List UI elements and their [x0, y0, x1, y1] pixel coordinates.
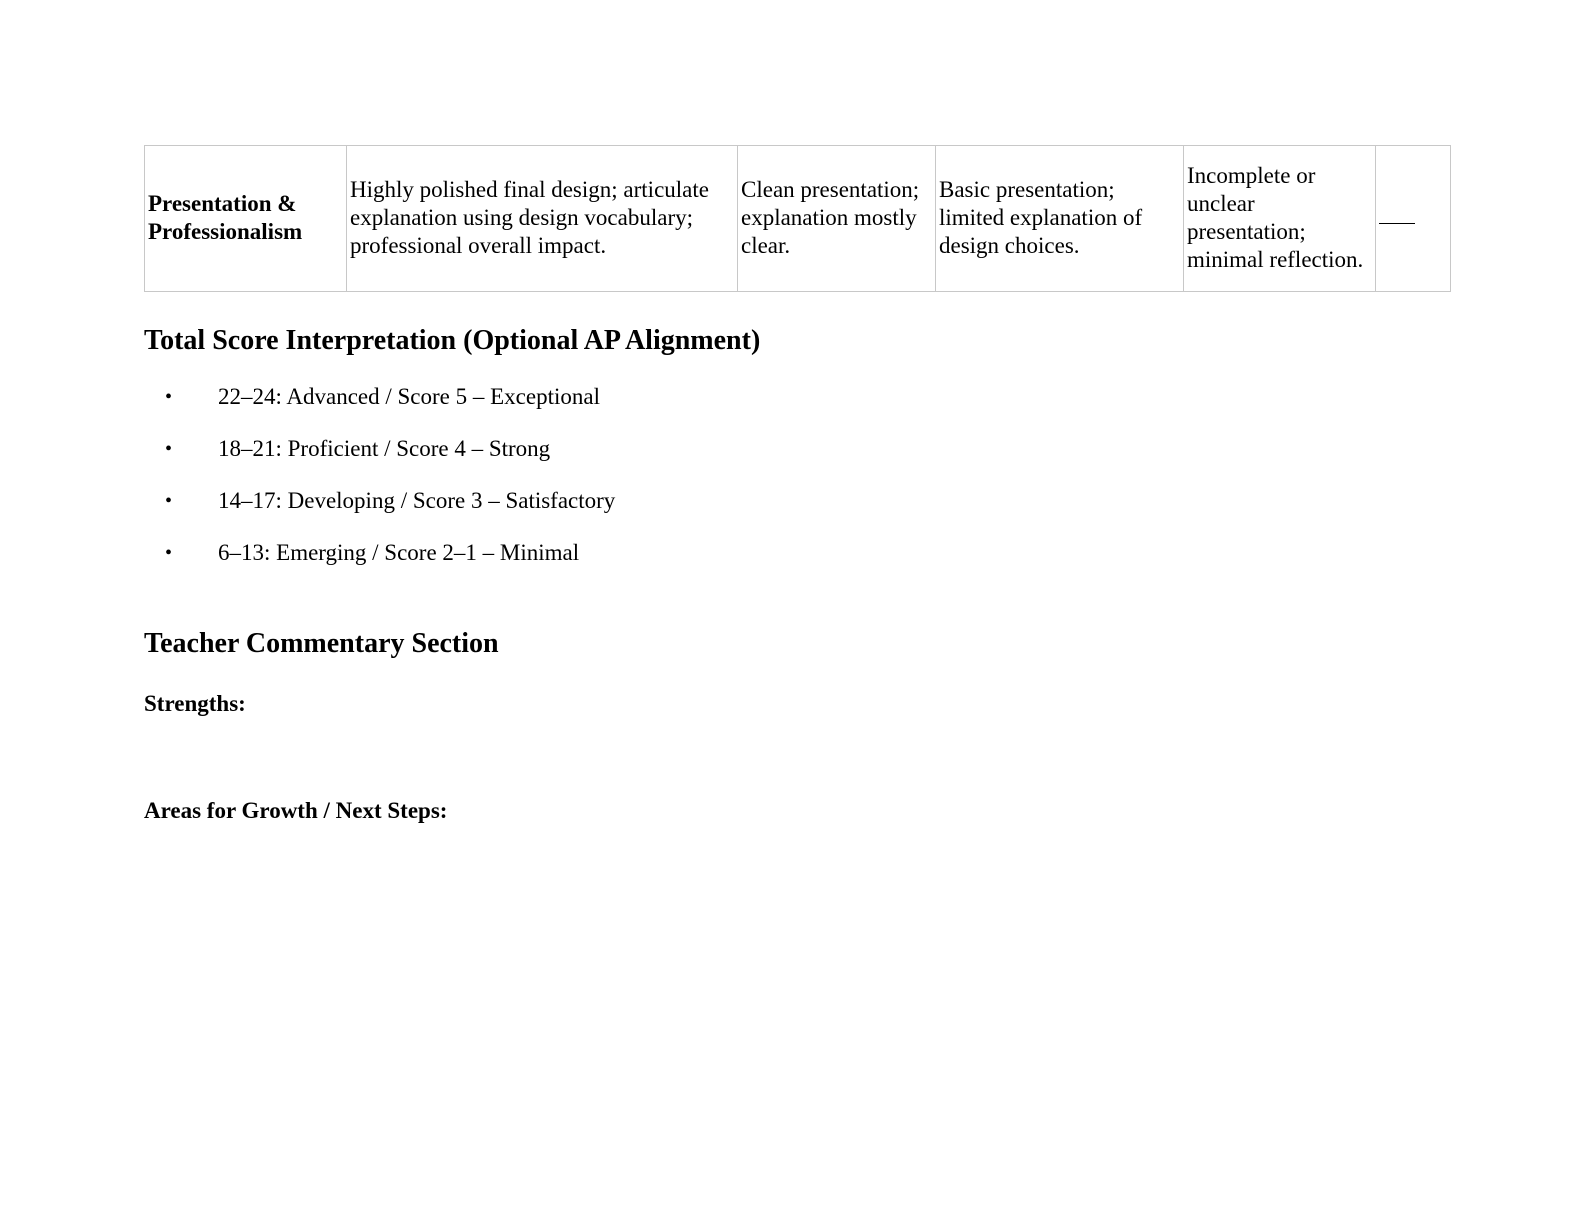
list-item-text: 22–24: Advanced / Score 5 – Exceptional [218, 384, 600, 409]
list-item [144, 487, 615, 539]
list-item-text: 18–21: Proficient / Score 4 – Strong [218, 436, 551, 461]
rubric-level-developing-cell: Basic presentation; limited explanation of design choices. [936, 146, 1184, 292]
list-item-text: 14–17: Developing / Score 3 – Satisfactory [218, 488, 616, 513]
growth-label: Areas for Growth / Next Steps: [144, 798, 448, 823]
rubric-row-presentation [145, 146, 1451, 292]
bullet-icon: • [165, 438, 173, 460]
list-item [144, 383, 615, 435]
strengths-label: Strengths: [144, 691, 246, 716]
rubric-score-cell [1376, 146, 1451, 292]
teacher-commentary-heading: Teacher Commentary Section [144, 628, 499, 659]
list-item-text: 6–13: Emerging / Score 2–1 – Minimal [218, 540, 580, 565]
score-interpretation-list [144, 383, 615, 591]
list-item [144, 539, 615, 591]
bullet-icon: • [165, 542, 173, 564]
rubric-level-emerging-cell: Incomplete or unclear presentation; minimal reflection. [1184, 146, 1376, 292]
score-blank-line [1379, 209, 1415, 224]
rubric-criterion-cell: Presentation & Professionalism [145, 146, 347, 292]
score-interpretation-heading: Total Score Interpretation (Optional AP Alignment) [144, 325, 761, 356]
rubric-level-exemplary-cell: Highly polished final design; articulate explanation using design vocabulary; professional overall impact. [347, 146, 738, 292]
list-item [144, 435, 615, 487]
rubric-table [144, 145, 1451, 292]
rubric-level-proficient-cell: Clean presentation; explanation mostly clear. [738, 146, 936, 292]
bullet-icon: • [165, 386, 173, 408]
bullet-icon: • [165, 490, 173, 512]
